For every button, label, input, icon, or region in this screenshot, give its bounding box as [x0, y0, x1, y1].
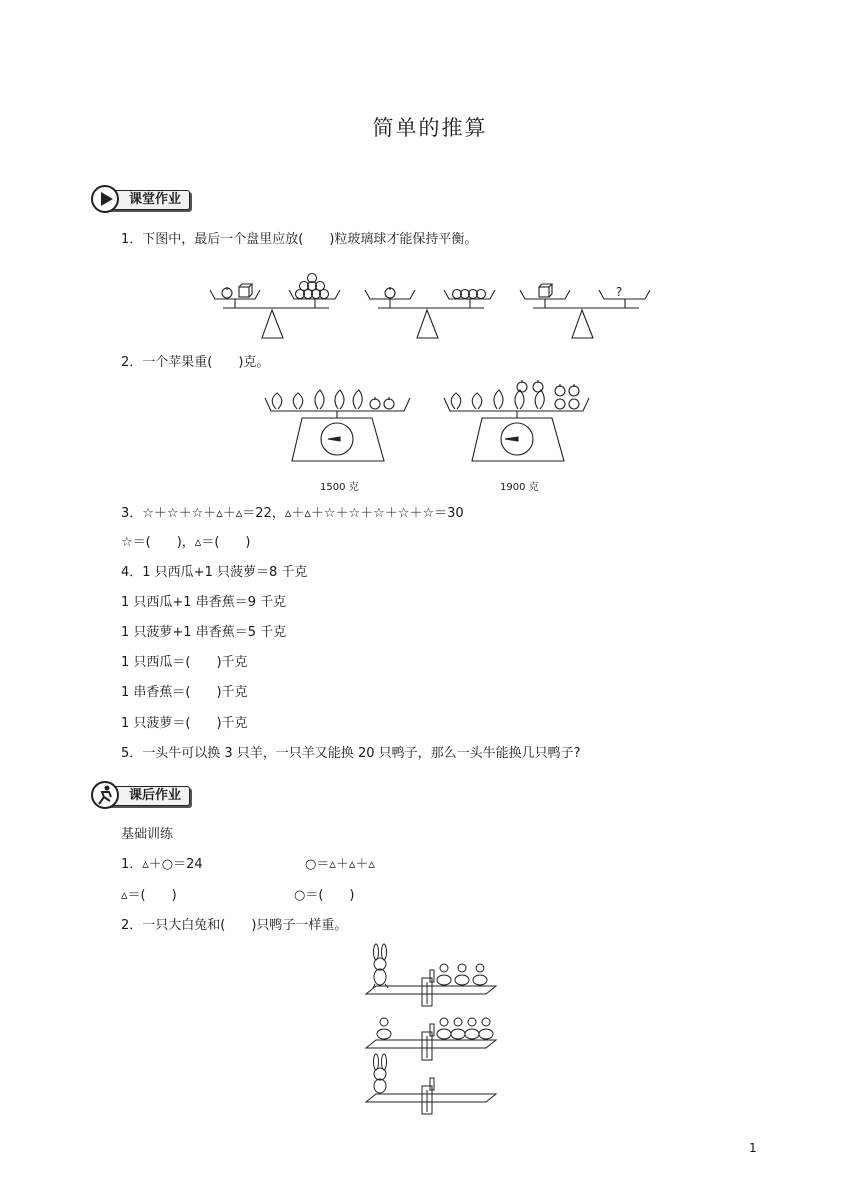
question-4-line-2: 1 只西瓜+1 串香蕉＝9 千克: [121, 595, 287, 610]
section-label: 课后作业: [104, 786, 190, 806]
question-2-text: 2．一个苹果重( )克。: [121, 355, 270, 370]
play-icon: [90, 184, 120, 214]
balance-1: [210, 274, 340, 339]
section-label: 课堂作业: [104, 190, 190, 210]
scale-caption-1: 1500 克: [320, 482, 359, 493]
basic-1-answer-left: ▵＝( ): [121, 888, 177, 903]
bunny-icon: [373, 944, 388, 988]
scale-1500: [265, 390, 410, 461]
duck-icons: [437, 964, 487, 985]
question-4-line-5: 1 串香蕉＝( )千克: [121, 685, 248, 700]
basic-2-text: 2．一只大白兔和( )只鸭子一样重。: [121, 918, 348, 933]
balance-row-2: [366, 1018, 496, 1060]
question-4-line-6: 1 只菠萝＝( )千克: [121, 716, 248, 731]
basic-1-left: 1．▵＋○＝24: [121, 857, 203, 872]
question-1-text: 1．下图中，最后一个盘里应放( )粒玻璃球才能保持平衡。: [121, 232, 478, 247]
page-title: 简单的推算: [372, 116, 488, 140]
balance-row-3: [366, 1054, 496, 1114]
balance-3: [520, 284, 650, 338]
basic-1-right: ○＝▵＋▵＋▵: [305, 857, 375, 872]
question-4-line-3: 1 只菠萝+1 串香蕉＝5 千克: [121, 625, 287, 640]
question-5-text: 5．一头牛可以换 3 只羊，一只羊又能换 20 只鸭子，那么一头牛能换几只鸭子?: [121, 746, 581, 761]
question-3-line-2: ☆＝( )，▵＝( ): [121, 535, 251, 550]
balance-row-1: [366, 944, 496, 1006]
unknown-mark: ?: [615, 285, 623, 299]
basic-1-answer-right: ○＝( ): [294, 888, 355, 903]
basic-training-label: 基础训练: [121, 827, 174, 842]
section-badge-homework: [90, 780, 210, 810]
q1-balance-figure: [205, 268, 655, 342]
duck-icons: [377, 1018, 493, 1039]
question-4-line-4: 1 只西瓜＝( )千克: [121, 655, 248, 670]
page-number: 1: [749, 1141, 757, 1155]
balance-2: [365, 287, 495, 338]
section-badge-classwork: [90, 184, 210, 214]
question-3-line-1: 3．☆＋☆＋☆＋▵＋▵＝22，▵＋▵＋☆＋☆＋☆＋☆＋☆＝30: [121, 506, 464, 521]
question-4-line-1: 4．1 只西瓜+1 只菠萝＝8 千克: [121, 565, 308, 580]
scale-1900: [444, 380, 589, 461]
bunny-duck-figure: [362, 942, 500, 1118]
bunny-icon: [374, 1054, 387, 1093]
runner-icon: [90, 780, 120, 810]
scale-caption-2: 1900 克: [500, 482, 539, 493]
q2-scale-figure: [262, 378, 602, 466]
